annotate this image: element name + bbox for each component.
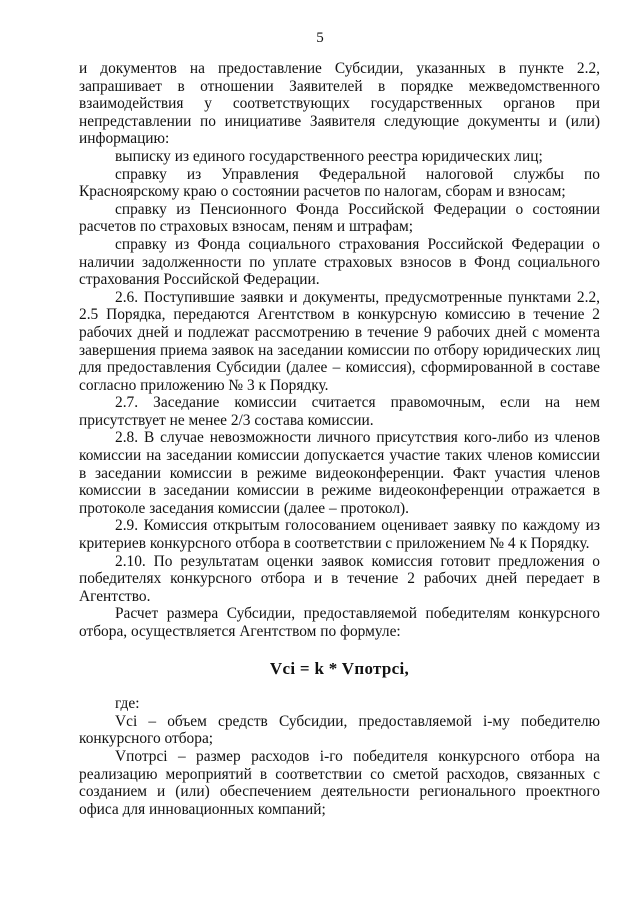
- bottom-paragraphs: [79, 695, 600, 818]
- formula: [79, 660, 600, 678]
- page-number: 5: [316, 30, 324, 46]
- paragraph: 2.6. Поступившие заявки и документы, предусмотренные пунктами 2.2, 2.5 Порядка, передаются Агентством в конкурсную комиссию в течение 2 рабочих дней и подлежат рассмотрению в течение 9 рабочих дней с момента завершения приема заявок на заседании комиссии по отбору юридических лиц для предоставления Субсидии (далее – комиссия), сформированной в составе согласно приложению № 3 к Порядку.: [79, 288, 600, 394]
- document-body: [79, 60, 600, 818]
- paragraph: 2.7. Заседание комиссии считается правомочным, если на нем присутствует не менее 2/3 состава комиссии.: [79, 394, 600, 429]
- paragraph: 2.9. Комиссия открытым голосованием оценивает заявку по каждому из критериев конкурсного отбора в соответствии с приложением № 4 к Порядку.: [79, 517, 600, 553]
- paragraph: справку из Управления Федеральной налоговой службы по Красноярскому краю о состоянии расчетов по налогам, сборам и взносам;: [79, 165, 600, 201]
- paragraph: и документов на предоставление Субсидии, указанных в пункте 2.2, запрашивает в отношении Заявителей в порядке межведомственного взаимодействия у соответствующих государственных органов при непредставлении по инициативе Заявителя следующие документы и (или) информацию:: [79, 60, 600, 148]
- paragraph: Vci – объем средств Субсидии, предоставляемой i-му победителю конкурсного отбора;: [79, 712, 600, 748]
- paragraph: где:: [115, 695, 140, 713]
- top-paragraphs: [79, 60, 600, 641]
- paragraph: справку из Фонда социального страхования Российской Федерации о наличии задолженности по уплате страховых взносов в Фонд социального страхования Российской Федерации.: [79, 235, 600, 289]
- paragraph: 2.10. По результатам оценки заявок комиссия готовит предложения о победителях конкурсного отбора и в течение 2 рабочих дней передает в Агентство.: [79, 552, 600, 605]
- paragraph: Расчет размера Субсидии, предоставляемой победителям конкурсного отбора, осуществляется Агентством по формуле:: [79, 605, 600, 640]
- formula-text: Vci = k * Vпотрci,: [269, 658, 410, 678]
- paragraph: 2.8. В случае невозможности личного присутствия кого-либо из членов комиссии на заседании комиссии допускается участие таких членов комиссии в заседании комиссии в режиме видеоконференции. Факт участия членов комиссии в заседании комиссии в режиме видеоконференции отражается в протоколе заседания комиссии (далее – протокол).: [79, 429, 600, 517]
- paragraph: справку из Пенсионного Фонда Российской Федерации о состоянии расчетов по страховых взносам, пеням и штрафам;: [79, 200, 600, 236]
- paragraph: выписку из единого государственного реестра юридических лиц;: [115, 147, 543, 165]
- paragraph: Vпотрci – размер расходов i-го победителя конкурсного отбора на реализацию мероприятий в соответствии со сметой расходов, связанных с созданием и (или) обеспечением деятельности регионального проектного офиса для инновационных компаний;: [79, 747, 600, 818]
